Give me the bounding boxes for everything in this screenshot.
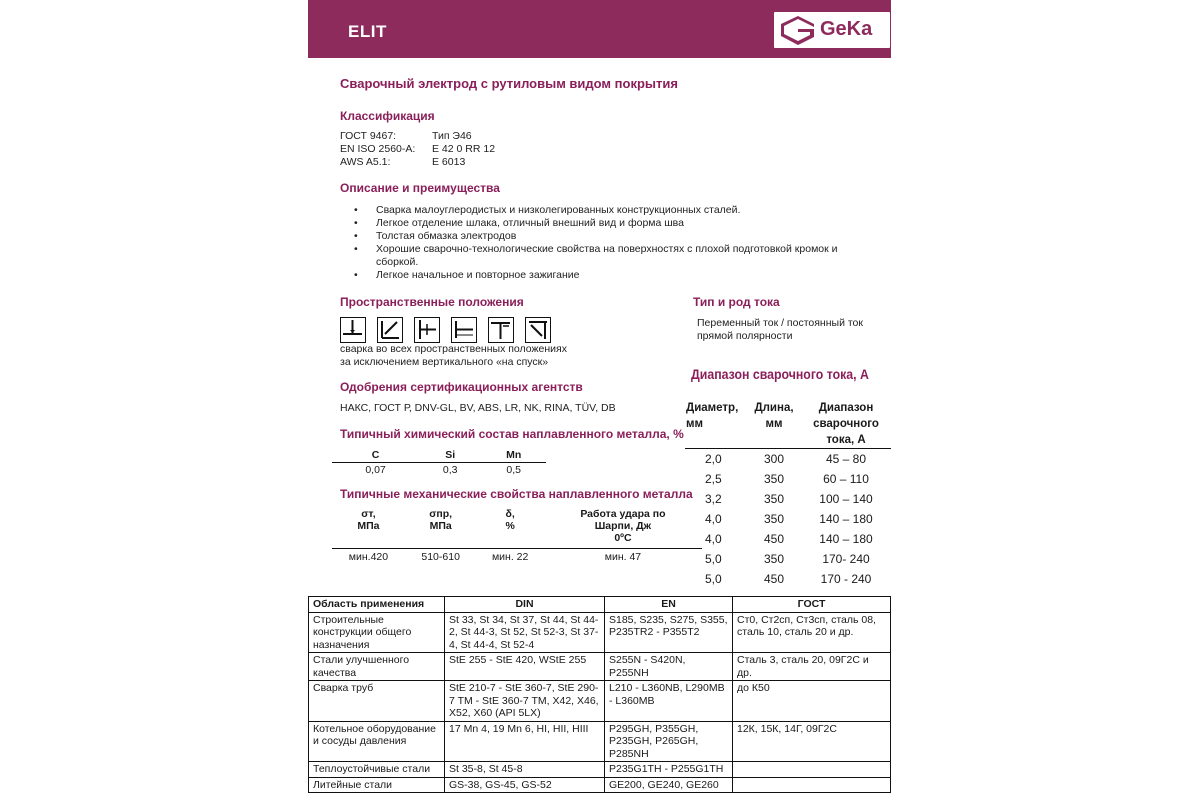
cell-range: 60 – 110 xyxy=(823,472,869,486)
cell-diameter: 2,5 xyxy=(705,472,722,486)
app-col-din: DIN xyxy=(445,597,605,613)
mechanical-heading: Типичные механические свойства наплавленного металла xyxy=(340,487,693,501)
cell-range: 140 – 180 xyxy=(819,532,873,546)
chem-value: 0,5 xyxy=(506,464,521,476)
app-area: Теплоустойчивые стали xyxy=(309,762,445,778)
cell-range: 100 – 140 xyxy=(819,492,873,506)
positions-heading: Пространственные положения xyxy=(340,295,524,309)
current-range-heading: Диапазон сварочного тока, А xyxy=(691,366,869,382)
table-row xyxy=(685,509,891,529)
cell-diameter: 5,0 xyxy=(705,552,722,566)
table-row xyxy=(309,721,891,762)
table-row xyxy=(685,569,891,589)
app-din: GS-38, GS-45, GS-52 xyxy=(445,777,605,793)
mech-value: мин. 47 xyxy=(604,551,642,563)
col-range-line1: Диапазон сварочного xyxy=(813,402,879,430)
table-row xyxy=(685,489,891,509)
app-din: 17 Mn 4, 19 Mn 6, HI, HII, HIII xyxy=(445,721,605,762)
app-en: P235G1TH - P255G1TH xyxy=(605,762,733,778)
table-row xyxy=(332,549,702,564)
current-type-line2: прямой полярности xyxy=(697,330,793,342)
app-din: St 33, St 34, St 37, St 44, St 44-2, St 44-3, St 52, St 52-3, St 37-4, St 44-4, St 52-4 xyxy=(445,612,605,653)
header-band xyxy=(308,0,891,58)
chem-header: Si xyxy=(419,448,481,463)
description-list xyxy=(342,204,842,282)
table-row xyxy=(685,469,891,489)
mech-header xyxy=(332,508,405,549)
chem-header: Mn xyxy=(481,448,546,463)
cell-range: 170- 240 xyxy=(822,552,870,566)
classification-val: Тип Э46 xyxy=(432,130,472,142)
col-range xyxy=(801,400,891,449)
positions-note-line2: за исключением вертикального «на спуск» xyxy=(340,356,549,368)
app-din: StE 255 - StE 420, WStE 255 xyxy=(445,653,605,681)
app-gost: до К50 xyxy=(733,681,891,722)
classification-std: EN ISO 2560-A: xyxy=(340,143,416,155)
app-area: Котельное оборудование и сосуды давления xyxy=(309,721,445,762)
mech-header-l2: МПа xyxy=(429,520,452,532)
approvals-heading: Одобрения сертификационных агентств xyxy=(340,380,583,394)
col-range-line2: тока, А xyxy=(826,434,866,446)
position-pa-icon xyxy=(340,317,366,343)
mech-header xyxy=(476,508,544,549)
app-area: Стали улучшенного качества xyxy=(309,653,445,681)
cell-length: 350 xyxy=(763,492,785,506)
app-col-area: Область применения xyxy=(309,597,445,613)
list-item: • Сварка малоуглеродистых и низколегированных конструкционных сталей. xyxy=(342,204,842,217)
cell-length: 350 xyxy=(763,512,785,526)
app-gost xyxy=(733,777,891,793)
chem-header: C xyxy=(332,448,419,463)
list-item: • Хорошие сварочно-технологические свойства на поверхностях с плохой подготовкой кромок и сборкой. xyxy=(342,243,842,269)
cell-length: 350 xyxy=(763,472,785,486)
col-diameter: Диаметр, мм xyxy=(686,402,739,430)
mech-header-l2: Шарпи, Дж xyxy=(594,520,652,532)
chemistry-heading: Типичный химический состав наплавленного металла, % xyxy=(340,427,684,441)
cell-length: 300 xyxy=(763,452,785,466)
classification-std: AWS A5.1: xyxy=(340,156,391,168)
classification-val: E 42 0 RR 12 xyxy=(432,143,496,155)
cell-length: 450 xyxy=(763,532,785,546)
current-type-text xyxy=(697,317,863,343)
description-heading: Описание и преимущества xyxy=(340,181,500,195)
app-gost: Сталь 3, сталь 20, 09Г2С и др. xyxy=(733,653,891,681)
app-col-en: EN xyxy=(605,597,733,613)
position-pf-icon xyxy=(451,317,477,343)
app-col-gost: ГОСТ xyxy=(733,597,891,613)
col-length: Длина, мм xyxy=(754,402,794,430)
logo-brand-text: GeKa xyxy=(820,18,873,40)
classification-std: ГОСТ 9467: xyxy=(340,130,397,142)
position-icons xyxy=(340,317,551,343)
app-en: P295GH, P355GH, P235GH, P265GH, P285NH xyxy=(605,721,733,762)
current-type-heading: Тип и род тока xyxy=(693,295,780,309)
cell-range: 45 – 80 xyxy=(825,452,867,466)
classification-values xyxy=(432,130,495,169)
geka-logo xyxy=(774,12,890,48)
product-name: ELIT xyxy=(348,22,387,41)
chemistry-table xyxy=(332,448,546,477)
chem-value: 0,07 xyxy=(365,464,386,476)
cell-diameter: 3,2 xyxy=(705,492,722,506)
mech-header-l1: Работа удара по xyxy=(580,508,666,520)
table-row xyxy=(685,549,891,569)
app-din: St 35-8, St 45-8 xyxy=(445,762,605,778)
table-row xyxy=(309,653,891,681)
cell-diameter: 2,0 xyxy=(705,452,722,466)
list-item: • Легкое отделение шлака, отличный внешний вид и форма шва xyxy=(342,217,842,230)
geka-logo-icon xyxy=(780,15,816,45)
app-gost xyxy=(733,762,891,778)
position-pd-icon xyxy=(525,317,551,343)
current-range-table xyxy=(685,400,891,589)
mech-header-l2: % xyxy=(505,520,515,532)
app-area: Строительные конструкции общего назначения xyxy=(309,612,445,653)
table-row xyxy=(309,612,891,653)
mech-header-l2: МПа xyxy=(357,520,380,532)
cell-diameter: 4,0 xyxy=(705,532,722,546)
positions-note-line1: сварка во всех пространственных положениях xyxy=(340,343,567,355)
product-title: Сварочный электрод с рутиловым видом покрытия xyxy=(340,76,678,91)
approvals-text: НАКС, ГОСТ Р, DNV-GL, BV, ABS, LR, NK, RINA, TÜV, DB xyxy=(340,402,616,414)
app-en: S185, S235, S275, S355, P235TR2 - P355T2 xyxy=(605,612,733,653)
mech-header-l1: σт, xyxy=(361,508,376,520)
list-item: • Легкое начальное и повторное зажигание xyxy=(342,269,842,282)
mech-header xyxy=(544,508,702,549)
cell-diameter: 5,0 xyxy=(705,572,722,586)
app-din: StE 210-7 - StE 360-7, StE 290-7 TM - StE 360-7 TM, X42, X46, X52, X60 (API 5LX) xyxy=(445,681,605,722)
applications-table xyxy=(308,596,891,793)
classification-val: E 6013 xyxy=(432,156,466,168)
cell-range: 170 - 240 xyxy=(820,572,872,586)
mech-header xyxy=(405,508,476,549)
app-gost: Ст0, Ст2сп, Ст3сп, сталь 08, сталь 10, сталь 20 и др. xyxy=(733,612,891,653)
cell-length: 450 xyxy=(763,572,785,586)
table-row xyxy=(309,777,891,793)
classification-standards xyxy=(340,130,415,169)
app-en: GE200, GE240, GE260 xyxy=(605,777,733,793)
app-gost: 12К, 15К, 14Г, 09Г2С xyxy=(733,721,891,762)
table-row xyxy=(332,463,546,478)
app-en: S255N - S420N, P255NH xyxy=(605,653,733,681)
mech-header-l3: 0ºC xyxy=(614,532,632,544)
classification-heading: Классификация xyxy=(340,109,435,123)
current-type-line1: Переменный ток / постоянный ток xyxy=(697,317,863,329)
mech-value: мин. 22 xyxy=(491,551,529,563)
table-row xyxy=(685,529,891,549)
mech-value: мин.420 xyxy=(348,551,389,563)
mechanical-table xyxy=(332,508,702,563)
chem-value: 0,3 xyxy=(442,464,458,476)
positions-note xyxy=(340,343,567,369)
app-area: Сварка труб xyxy=(309,681,445,722)
position-pe-icon xyxy=(488,317,514,343)
table-row xyxy=(309,762,891,778)
datasheet-page xyxy=(308,0,891,800)
app-area: Литейные стали xyxy=(309,777,445,793)
list-item: • Толстая обмазка электродов xyxy=(342,230,842,243)
table-row xyxy=(309,681,891,722)
cell-range: 140 – 180 xyxy=(819,512,873,526)
app-en: L210 - L360NB, L290MB - L360MB xyxy=(605,681,733,722)
cell-length: 350 xyxy=(763,552,785,566)
mech-header-l1: δ, xyxy=(505,508,515,520)
mech-header-l1: σпр, xyxy=(429,508,453,520)
cell-diameter: 4,0 xyxy=(705,512,722,526)
position-pc-icon xyxy=(414,317,440,343)
mech-value: 510-610 xyxy=(421,551,460,563)
position-pb-icon xyxy=(377,317,403,343)
table-row xyxy=(685,449,891,470)
